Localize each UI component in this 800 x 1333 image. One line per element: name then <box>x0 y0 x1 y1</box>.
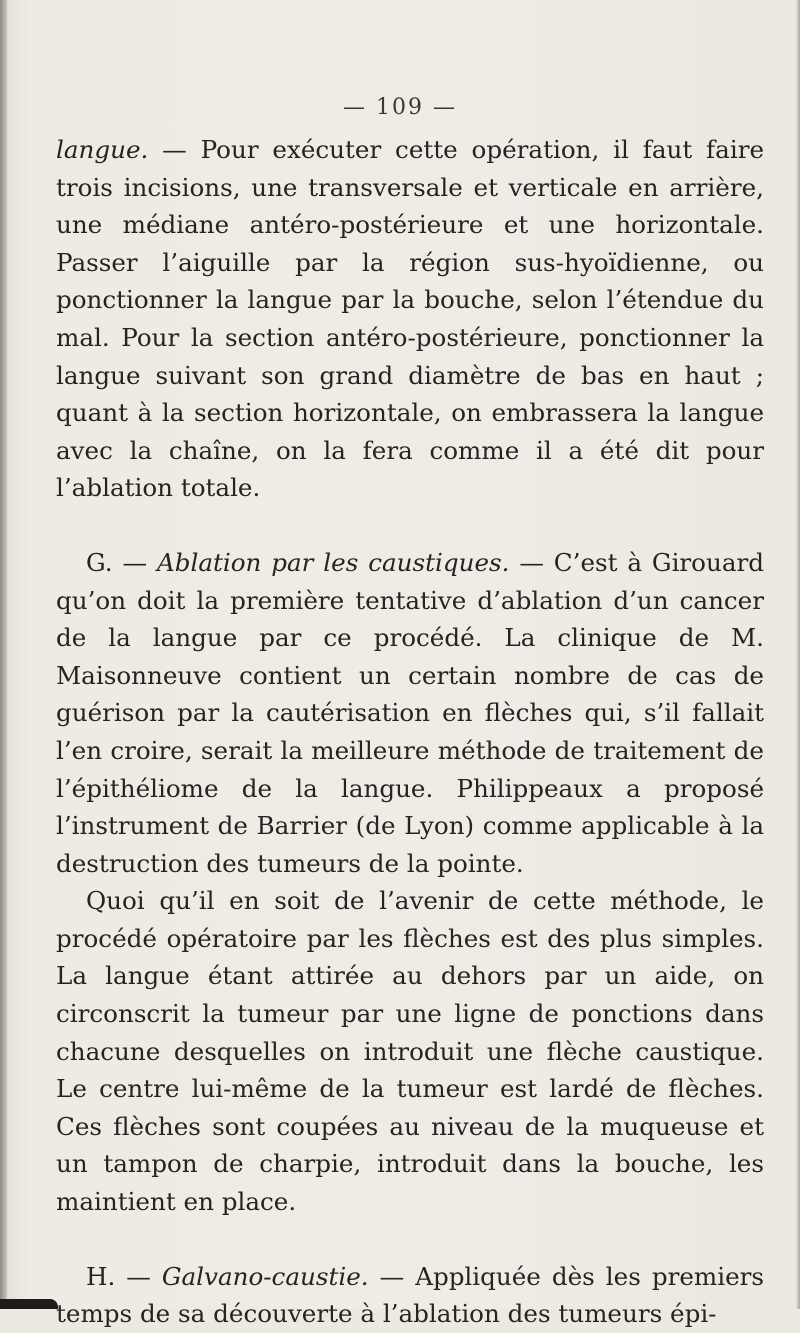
body-text <box>56 131 764 1333</box>
page-number: — 109 — <box>343 95 457 120</box>
section-body: — C’est à Girouard qu’on doit la première tentative d’ablation d’un cancer de la langue par ce procédé. La clinique de M. Maisonneuve contient un certain nombre de cas de guérison par la cautérisation en flèches qui, s’il fallait l’en croire, serait la meilleure méthode de traitement de l’épithéliome de la langue. Philippeaux a proposé l’instrument de Barrier (de Lyon) comme applicable à la destruction des tumeurs de la pointe. <box>56 547 764 878</box>
section-title: Ablation par les caustiques. <box>156 547 510 577</box>
paragraph-body: Quoi qu’il en soit de l’avenir de cette méthode, le procédé opératoire par les flèches est des plus simples. La langue étant attirée au dehors par un aide, on circonscrit la tumeur par une ligne de ponctions dans chacune desquelles on introduit une flèche caustique. Le centre lui-même de la tumeur est lardé de flèches. Ces flèches sont coupées au niveau de la muqueuse et un tampon de charpie, introduit dans la bouche, les maintient en place. <box>56 886 764 1217</box>
paragraph-langue <box>56 131 764 507</box>
section-g-ablation-caustiques <box>56 544 764 882</box>
section-title: Galvano-caustie. <box>161 1261 369 1291</box>
paragraph-body: — Pour exécuter cette opération, il faut faire trois incisions, une transversale et verticale en arrière, une médiane antéro-postérieure et une horizontale. Passer l’aiguille par la région sus-hyoïdienne, ou ponctionner la langue par la bouche, selon l’étendue du mal. Pour la section antéro-postérieure, ponctionner la langue suivant son grand diamètre de bas en haut ; quant à la section horizontale, on embrassera la langue avec la chaîne, on la fera comme il a été dit pour l’ablation totale. <box>56 135 764 503</box>
section-h-galvano-caustie <box>56 1258 764 1333</box>
section-prefix: H. — <box>86 1261 162 1291</box>
paragraph-lead-word: langue. <box>56 135 149 164</box>
section-prefix: G. — <box>86 547 157 577</box>
paragraph-procede-fleches <box>56 882 764 1220</box>
page-corner-shadow <box>0 1299 58 1309</box>
page-right-edge <box>796 0 800 1309</box>
section-body: — Appliquée dès les premiers temps de sa découverte à l’ablation des tumeurs épi- <box>56 1261 764 1329</box>
page-spine-shadow <box>0 0 7 1309</box>
